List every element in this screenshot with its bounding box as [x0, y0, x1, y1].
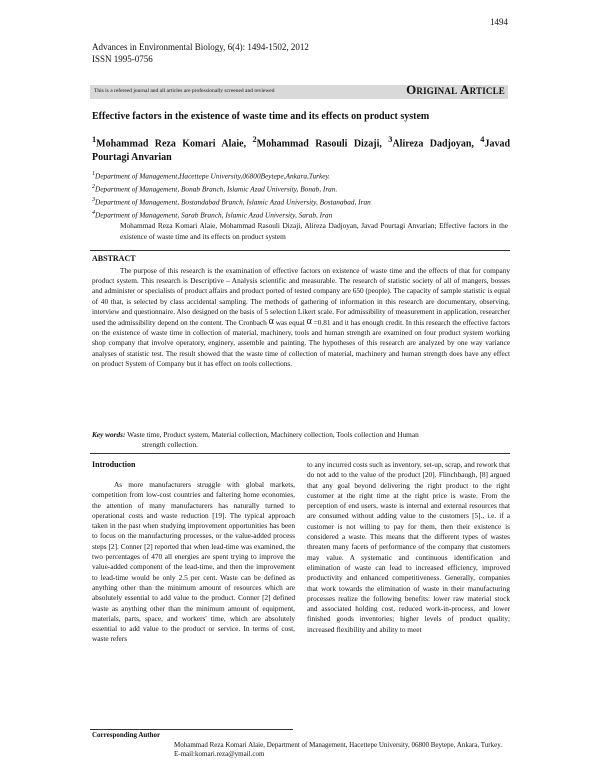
- author-name: Mohammad Reza Komari Alaie,: [96, 138, 253, 150]
- affiliation-sup: 4: [92, 210, 96, 217]
- corresponding-author-label: Corresponding Author: [92, 731, 161, 739]
- journal-header: [92, 41, 309, 65]
- alpha-symbol: α: [268, 316, 274, 328]
- keywords: [92, 430, 510, 450]
- alpha-symbol: α: [306, 316, 312, 328]
- keywords-label: Key words:: [92, 430, 126, 439]
- keywords-line1: Waste time, Product system, Material collection, Machinery collection, Tools collection and Human: [125, 430, 419, 439]
- affiliation: [92, 208, 371, 221]
- column-right: [307, 460, 510, 635]
- abstract-part: The purpose of this research is the examination of effective factors on existence of waste time and the effects of that for company product system. This research is Descriptive – Analysis scientific and measurable. The research of statistic society of all of mangers, bosses and administer or specialists of product affairs and product ported of tested company are 650 (people). The capacity of sample statistic is equal of 40 that, is selected by class accidental sampling. The methods of gathering of information in this research are documentary, observing, interview and questionnaire. Also designed on the basis of 5 selection Likert scale. For admissibility of measurement in application, researcher used the admissibility depend on the content. The Cronbach: [92, 266, 510, 328]
- paper-title: Effective factors in the existence of waste time and its effects on product system: [92, 111, 430, 122]
- author-sup: 2: [252, 135, 257, 144]
- affiliation: [92, 169, 371, 182]
- divider-top: [90, 250, 510, 251]
- keywords-line2: strength collection.: [142, 440, 198, 449]
- author-name: Mohammad Rasouli Dizaji,: [256, 138, 389, 150]
- affiliation-text: Department of Management,Hacettepe University,06800Beytepe,Ankara,Turkey.: [95, 171, 331, 181]
- abstract-heading: ABSTRACT: [92, 254, 136, 263]
- banner-bar: [90, 82, 508, 99]
- introduction-heading: Introduction: [92, 460, 136, 469]
- introduction-text-left: As more manufacturers struggle with global markets, competition from low-cost countries and faltering home economies, the attention of many manufacturers has naturally turned to operational costs and waste reduction [19]. The typical approach taken in the past when studying improvement opportunities has been to focus on the manufacturing processes, or the value-added process steps [2]. Conner [2] reported that when lead-time was examined, the two percentages of 470 all energies are spent trying to improve the value-added component of the lead-time, and then the improvement to lead-time would be only 2.5 per cent. Waste can be defined as anything other than the minimum amount of resources which are absolutely essential to add value to the product. Conner [2] defined waste as anything other than the minimum amount of equipment, materials, parts, space, and workers' time, which are absolutely essential to add value to the product or service. In terms of cost, waste refers: [92, 480, 295, 644]
- author-sup: 1: [92, 135, 97, 144]
- author-list: [92, 133, 510, 165]
- page-number: 1494: [490, 17, 508, 27]
- journal-issn: ISSN 1995-0756: [92, 54, 153, 64]
- abstract-part: =0.81 and it has enough credit. In this research the effective factors on the existence of waste time in collection of material, machinery, tools and human strength are examined on four product system working shop company that involve operatory, enginery, assemble and painting. The hypotheses of this research are analyzed by one way variance analyses of statistic test. The result showed that the waste time of collection of material, machinery and human strength does have any effect on product System of Company but it has effect on tools collections.: [92, 318, 511, 368]
- corresponding-author-address: Mohammad Reza Komari Alaie, Department of Management, Hacettepe University, 06800 Beytepe, Ankara, Turkey.: [174, 741, 502, 749]
- article-type-label: Original Article: [406, 82, 505, 97]
- affiliation-text: Department of Management, Sarab Branch, Islamic Azad University, Sarab, Iran: [95, 210, 333, 220]
- affiliation: [92, 195, 371, 208]
- author-name: Alireza Dadjoyan,: [392, 138, 481, 150]
- reference-citation: Mohammad Reza Komari Alaie, Mohammad Rasouli Dizaji, Alireza Dadjoyan, Javad Pourtagi Anvarian; Effective factors in the existence of waste time and its effects on product system: [120, 221, 508, 241]
- author-sup: 3: [388, 135, 393, 144]
- affiliation-sup: 3: [92, 197, 96, 204]
- abstract-text: [92, 266, 510, 369]
- author-sup: 4: [480, 135, 485, 144]
- corresponding-author-details: [174, 741, 510, 759]
- affiliation: [92, 182, 371, 195]
- affiliation-text: Department of Management, Bostandabad Branch, Islamic Azad University, Bostanabad, Iran: [95, 197, 371, 207]
- column-left: [92, 460, 295, 645]
- footnote-rule: [90, 729, 293, 730]
- affiliation-sup: 2: [92, 184, 96, 191]
- affiliation-text: Department of Management, Bonab Branch, Islamic Azad University, Bonab, Iran.: [95, 184, 338, 194]
- introduction-text-right: to any incurred costs such as inventory, set-up, scrap, and rework that do not add to the value of the product [20]. Flinchbaugh, [8] argued that any goal beyond delivering the right product to the right customer at the right time at the right price is waste. From the perception of end users, waste is internal and external resources that are consumed without adding value to the customers [5]., i.e. if a customer is not willing to pay for them, then their existence is considered a waste. This means that the different types of wastes threaten many facets of performance of the company that customers may value. A systematic and continuous identification and elimination of waste can lead to increased efficiency, improved productivity and enhanced competitiveness. Generally, companies that work towards the elimination of waste in their manufacturing processes realize the following benefits: lower raw material stock and associated holding cost, reduced work-in-process, and lower finished goods inventories; higher levels of product quality; increased flexibility and ability to meet: [307, 460, 510, 634]
- corresponding-author-email: E-mail:komari.reza@ymail.com: [174, 750, 265, 758]
- abstract-part: was equal: [273, 318, 307, 328]
- affiliations: [92, 169, 371, 222]
- author-name: Javad Pourtagi Anvarian: [92, 138, 511, 164]
- divider-bottom: [90, 453, 510, 454]
- journal-citation: Advances in Environmental Biology, 6(4): 1494-1502, 2012: [92, 42, 309, 52]
- banner-note: This is a refereed journal and all articles are professionally screened and reviewed: [94, 88, 275, 94]
- affiliation-sup: 1: [92, 171, 96, 177]
